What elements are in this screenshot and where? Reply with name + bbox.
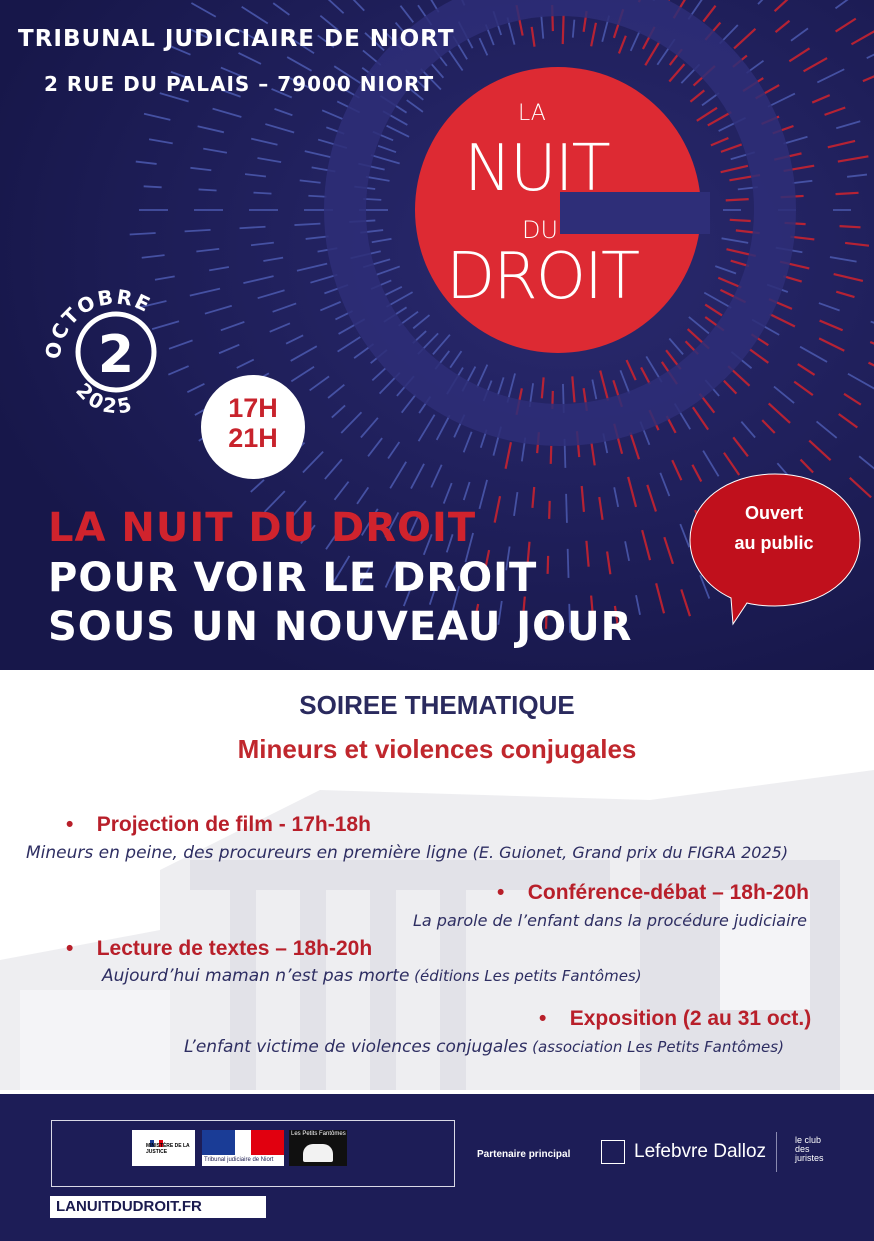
tribunal-label: Tribunal judiciaire de Niort [204,1157,274,1163]
program-item-3-desc: Aujourd’hui maman n’est pas morte (éditions Les petits Fantômes) [102,966,642,986]
hours-start: 17H [228,393,278,423]
fantomes-label: Les Petits Fantômes [291,1131,346,1137]
club-juristes-logo: le club des juristes [795,1135,824,1163]
ray [726,199,749,200]
program-item-1-desc: Mineurs en peine, des procureurs en première ligne (E. Guionet, Grand prix du FIGRA 2025) [26,843,789,863]
program-item-4-title: • Exposition (2 au 31 oct.) [539,1007,812,1030]
ray [199,189,217,190]
program-item-2-desc: La parole de l’enfant dans la procédure judiciaire [413,911,807,930]
ministere-label: MINISTÈRE DE LA JUSTICE [146,1143,190,1155]
ray [551,446,552,464]
tribunal-logo [202,1130,284,1166]
court-name: TRIBUNAL JUDICIAIRE DE NIORT [18,26,455,52]
court-address: 2 RUE DU PALAIS – 79000 NIORT [44,72,435,96]
date-year: 2025 [71,378,137,419]
logo-nuit: NUIT [464,132,609,206]
ray [549,501,550,519]
ray [308,196,326,197]
ray [730,220,751,221]
ghost-icon [303,1144,333,1162]
ray [568,549,569,578]
lefebvre-icon [601,1140,625,1164]
date-day: 2 [97,325,135,385]
program-item-2-title: • Conférence-débat – 18h-20h [497,881,809,904]
ministere-logo [132,1130,195,1166]
hours-end: 21H [228,423,278,453]
petits-fantomes-logo [289,1130,347,1166]
hours-badge [201,375,305,479]
date-month: OCTOBRE [40,284,156,361]
partner-label: Partenaire principal [477,1149,571,1160]
program-item-4-desc: L’enfant victime de violences conjugales (association Les Petits Fantômes) [184,1037,784,1057]
ray [144,186,162,187]
logo-du: DU [522,216,559,244]
ray [563,15,564,44]
ray [566,494,567,523]
ray [840,226,861,227]
ray [836,193,859,194]
ray [253,193,271,194]
slogan-line3: SOUS UN NOUVEAU JOUR [48,604,633,650]
website-link[interactable]: LANUITDUDROIT.FR [50,1196,266,1218]
date-badge [40,280,190,430]
ray [548,556,549,574]
logo-la: LA [518,101,546,126]
slogan-line2: POUR VOIR LE DROIT [48,555,538,601]
soiree-subtitle: Mineurs et violences conjugales [237,734,637,764]
program-item-1-title: • Projection de film - 17h-18h [66,813,371,836]
partner-name: Lefebvre Dalloz [634,1141,767,1162]
soiree-title: SOIREE THEMATIQUE [299,690,575,720]
slogan-line1: LA NUIT DU DROIT [48,505,477,551]
logo-droit: DROIT [446,240,639,314]
bubble-text [708,498,840,558]
bubble-line2: au public [734,533,814,553]
program-item-3-title: • Lecture de textes – 18h-20h [66,937,373,960]
nuit-du-droit-logo [430,90,700,340]
footer-divider [776,1132,777,1172]
bubble-line1: Ouvert [744,503,804,523]
